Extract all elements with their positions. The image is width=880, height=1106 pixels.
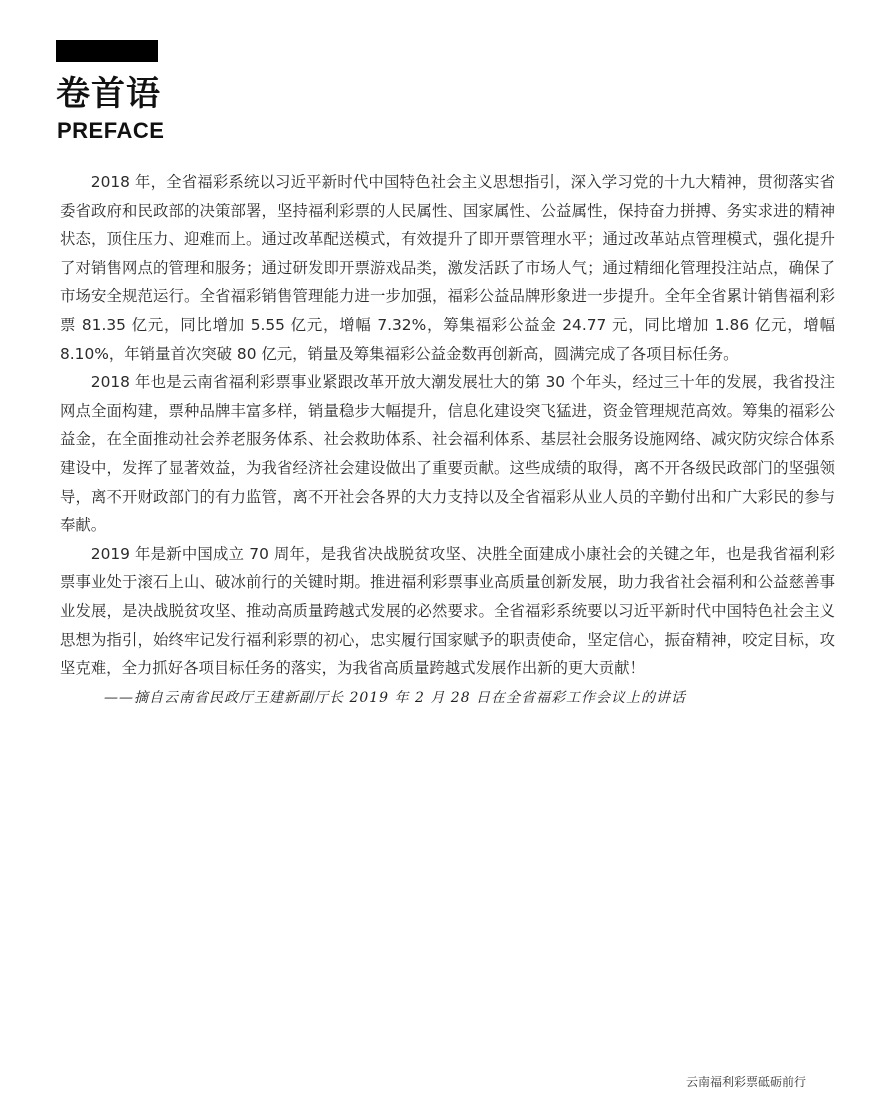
- paragraph-2018-achievements: 2018 年，全省福彩系统以习近平新时代中国特色社会主义思想指引，深入学习党的十九大精神，贯彻落实省委省政府和民政部的决策部署，坚持福利彩票的人民属性、国家属性、公益属性，保持奋力拼搏、务实求进的精神状态，顶住压力、迎难而上。通过改革配送模式，有效提升了即开票管理水平；通过改革站点管理模式，强化提升了对销售网点的管理和服务；通过研发即开票游戏品类，激发活跃了市场人气；通过精细化管理投注站点，确保了市场安全规范运行。全省福彩销售管理能力进一步加强，福彩公益品牌形象进一步提升。全年全省累计销售福利彩票 81.35 亿元，同比增加 5.55 亿元，增幅 7.32%，筹集福彩公益金 24.77 元，同比增加 1.86 亿元，增幅 8.10%，年销量首次突破 80 亿元，销量及筹集福彩公益金数再创新高，圆满完成了各项目标任务。: [60, 173, 835, 363]
- paragraph-30-years-development: 2018 年也是云南省福利彩票事业紧跟改革开放大潮发展壮大的第 30 个年头，经过三十年的发展，我省投注网点全面构建，票种品牌丰富多样，销量稳步大幅提升，信息化建设突飞猛进，资金管理规范高效。筹集的福彩公益金，在全面推动社会养老服务体系、社会救助体系、社会福利体系、基层社会服务设施网络、减灾防灾综合体系建设中，发挥了显著效益，为我省经济社会建设做出了重要贡献。这些成绩的取得，离不开各级民政部门的坚强领导，离不开财政部门的有力监管，离不开社会各界的大力支持以及全省福彩从业人员的辛勤付出和广大彩民的参与奉献。: [60, 373, 835, 535]
- paragraph-2019-goals: 2019 年是新中国成立 70 周年，是我省决战脱贫攻坚、决胜全面建成小康社会的关键之年，也是我省福利彩票事业处于滚石上山、破冰前行的关键时期。推进福利彩票事业高质量创新发展，助力我省社会福利和公益慈善事业发展，是决战脱贫攻坚、推动高质量跨越式发展的必然要求。全省福彩系统要以习近平新时代中国特色社会主义思想为指引，始终牢记发行福利彩票的初心，忠实履行国家赋予的职责使命，坚定信心，振奋精神，咬定目标，攻坚克难，全力抓好各项目标任务的落实，为我省高质量跨越式发展作出新的更大贡献！: [60, 544, 835, 678]
- page-title: 卷首语: [56, 74, 161, 114]
- header-decorative-bar: [56, 40, 158, 62]
- preface-body: [60, 168, 835, 713]
- quote-attribution: ——摘自云南省民政厅王建新副厅长 2019 年 2 月 28 日在全省福彩工作会议上的讲话: [104, 689, 687, 706]
- page-subtitle-english: PREFACE: [57, 118, 165, 143]
- footer-publication-name: 云南福利彩票砥砺前行: [685, 1075, 806, 1089]
